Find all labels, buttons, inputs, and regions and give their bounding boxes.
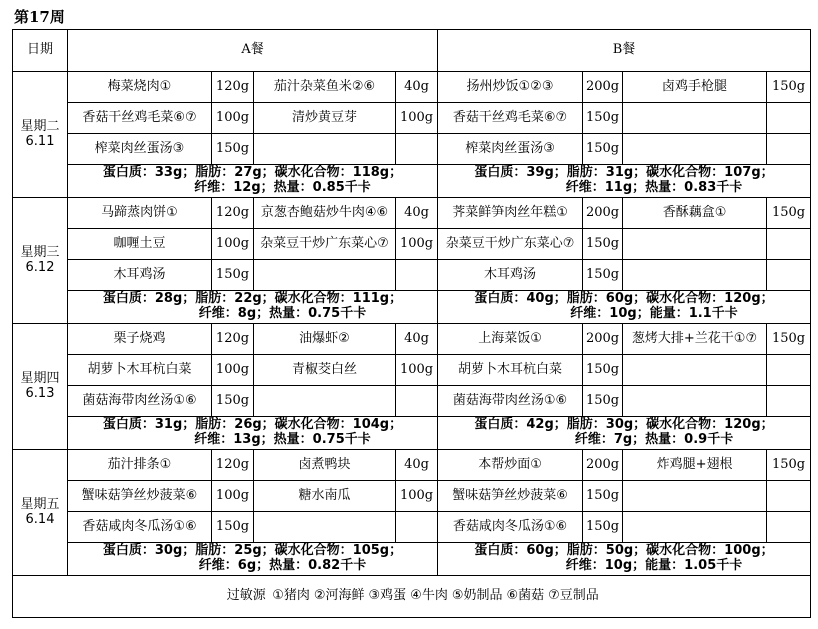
b-dish-quantity: 200g (583, 450, 623, 481)
a-dish-name: 榨菜肉丝蛋汤③ (68, 134, 212, 165)
a-dish-quantity (396, 512, 438, 543)
dish-row (13, 229, 811, 260)
b-dish-name: 木耳鸡汤 (438, 260, 583, 291)
a-dish-quantity: 120g (212, 324, 254, 355)
menu-table (12, 29, 811, 618)
a-dish-quantity: 100g (396, 481, 438, 512)
b-dish-name (623, 386, 767, 417)
dish-row (13, 72, 811, 103)
a-dish-quantity: 120g (212, 72, 254, 103)
b-meal-header: B餐 (438, 30, 811, 72)
a-dish-name: 蟹味菇笋丝炒菠菜⑥ (68, 481, 212, 512)
dish-row (13, 103, 811, 134)
a-dish-quantity: 100g (396, 103, 438, 134)
day-name: 星期二 (20, 118, 60, 134)
b-dish-name: 榨菜肉丝蛋汤③ (438, 134, 583, 165)
b-dish-quantity: 150g (767, 324, 811, 355)
b-dish-quantity (767, 229, 811, 260)
nutrition-row (13, 291, 811, 324)
dish-row (13, 134, 811, 165)
b-dish-name: 香菇咸肉冬瓜汤①⑥ (438, 512, 583, 543)
a-nutrition-cell (68, 417, 438, 450)
a-dish-name: 胡萝卜木耳杭白菜 (68, 355, 212, 386)
allergen-item: ④牛肉 (410, 588, 448, 604)
b-dish-quantity: 150g (767, 450, 811, 481)
dish-row (13, 355, 811, 386)
nutrition-line: 蛋白质：30g；脂肪：25g；碳水化合物：105g； (102, 543, 403, 559)
dish-row (13, 260, 811, 291)
nutrition-row (13, 165, 811, 198)
nutrition-line: 蛋白质：42g；脂肪：30g；碳水化合物：120g； (474, 417, 774, 433)
b-dish-name: 胡萝卜木耳杭白菜 (438, 355, 583, 386)
a-dish-name: 木耳鸡汤 (68, 260, 212, 291)
nutrition-line: 蛋白质：60g；脂肪：50g；碳水化合物：100g； (474, 543, 774, 559)
a-dish-quantity: 100g (212, 229, 254, 260)
a-nutrition-cell (68, 291, 438, 324)
dish-row (13, 512, 811, 543)
a-dish-name: 糖水南瓜 (254, 481, 396, 512)
a-dish-name: 栗子烧鸡 (68, 324, 212, 355)
a-dish-quantity: 100g (396, 355, 438, 386)
a-dish-quantity: 100g (396, 229, 438, 260)
day-date: 6.12 (25, 259, 55, 275)
week-title: 第17周 (14, 8, 65, 26)
nutrition-line: 蛋白质：40g；脂肪：60g；碳水化合物：120g； (474, 291, 774, 307)
a-dish-name: 香菇咸肉冬瓜汤①⑥ (68, 512, 212, 543)
b-dish-name: 菌菇海带肉丝汤①⑥ (438, 386, 583, 417)
b-dish-name: 蟹味菇笋丝炒菠菜⑥ (438, 481, 583, 512)
nutrition-line: 纤维：7g；热量：0.9千卡 (574, 432, 734, 447)
b-dish-name: 荠菜鲜笋肉丝年糕① (438, 198, 583, 229)
b-dish-quantity: 200g (583, 72, 623, 103)
a-dish-quantity: 120g (212, 198, 254, 229)
a-nutrition-cell (68, 165, 438, 198)
day-name: 星期五 (20, 496, 60, 512)
a-dish-quantity: 150g (212, 134, 254, 165)
b-dish-quantity: 150g (583, 481, 623, 512)
allergen-item: ①猪肉 (272, 588, 310, 604)
b-dish-quantity (767, 355, 811, 386)
b-dish-quantity: 150g (767, 72, 811, 103)
b-dish-name (623, 355, 767, 386)
a-dish-name: 茄汁杂菜鱼米②⑥ (254, 72, 396, 103)
day-date: 6.14 (25, 511, 55, 527)
b-dish-quantity: 150g (583, 260, 623, 291)
b-dish-name (623, 512, 767, 543)
a-meal-header: A餐 (68, 30, 438, 72)
b-dish-name: 香酥藕盒① (623, 198, 767, 229)
day-cell (13, 450, 68, 576)
a-dish-quantity: 100g (212, 103, 254, 134)
nutrition-line: 纤维：13g；热量：0.75千卡 (194, 432, 371, 447)
b-dish-name: 上海菜饭① (438, 324, 583, 355)
a-dish-quantity: 150g (212, 512, 254, 543)
allergen-item: ⑦豆制品 (548, 588, 599, 604)
a-dish-name: 卤煮鸭块 (254, 450, 396, 481)
b-nutrition-cell (438, 417, 811, 450)
a-dish-name (254, 386, 396, 417)
dish-row (13, 450, 811, 481)
allergen-item: ③鸡蛋 (368, 588, 407, 604)
a-dish-quantity: 40g (396, 324, 438, 355)
nutrition-line: 纤维：11g；热量：0.83千卡 (565, 180, 743, 195)
b-dish-name: 炸鸡腿+翅根 (623, 450, 767, 481)
a-dish-name: 清炒黄豆芽 (254, 103, 396, 134)
a-dish-quantity: 100g (212, 481, 254, 512)
b-dish-quantity (767, 481, 811, 512)
b-nutrition-cell (438, 165, 811, 198)
day-date: 6.13 (25, 385, 55, 401)
b-nutrition-cell (438, 543, 811, 576)
a-dish-name: 茄汁排条① (68, 450, 212, 481)
day-name: 星期四 (20, 370, 60, 386)
a-dish-name: 香菇干丝鸡毛菜⑥⑦ (68, 103, 212, 134)
dish-row (13, 386, 811, 417)
a-dish-quantity: 150g (212, 260, 254, 291)
dish-row (13, 198, 811, 229)
nutrition-row (13, 417, 811, 450)
header-row (13, 30, 811, 72)
day-cell (13, 324, 68, 450)
a-dish-quantity: 40g (396, 450, 438, 481)
b-dish-quantity (767, 386, 811, 417)
nutrition-line: 纤维：6g；热量：0.82千卡 (198, 558, 367, 573)
a-dish-name: 杂菜豆干炒广东菜心⑦ (254, 229, 396, 260)
b-dish-name: 杂菜豆干炒广东菜心⑦ (438, 229, 583, 260)
a-nutrition-cell (68, 543, 438, 576)
nutrition-row (13, 543, 811, 576)
day-name: 星期三 (20, 244, 60, 260)
nutrition-line: 纤维：12g；热量：0.85千卡 (194, 180, 371, 195)
b-dish-name (623, 481, 767, 512)
nutrition-line: 蛋白质：39g；脂肪：31g；碳水化合物：107g； (474, 165, 774, 181)
b-dish-quantity: 200g (583, 198, 623, 229)
dish-row (13, 324, 811, 355)
day-cell (13, 72, 68, 198)
a-dish-name: 菌菇海带肉丝汤①⑥ (68, 386, 212, 417)
b-dish-name (623, 260, 767, 291)
a-dish-name: 油爆虾② (254, 324, 396, 355)
b-dish-quantity (767, 134, 811, 165)
b-dish-quantity: 150g (767, 198, 811, 229)
a-dish-name (254, 134, 396, 165)
b-dish-quantity: 150g (583, 229, 623, 260)
date-header: 日期 (13, 30, 68, 72)
b-nutrition-cell (438, 291, 811, 324)
allergen-item: ②河海鲜 (313, 588, 365, 604)
a-dish-quantity (396, 260, 438, 291)
b-dish-quantity: 150g (583, 355, 623, 386)
b-dish-quantity: 150g (583, 386, 623, 417)
b-dish-quantity: 150g (583, 512, 623, 543)
allergy-cell (13, 576, 811, 618)
a-dish-quantity: 120g (212, 450, 254, 481)
nutrition-line: 蛋白质：28g；脂肪：22g；碳水化合物：111g； (102, 291, 403, 307)
nutrition-line: 纤维：10g；能量：1.05千卡 (565, 558, 743, 573)
day-cell (13, 198, 68, 324)
a-dish-quantity: 40g (396, 198, 438, 229)
a-dish-quantity (396, 134, 438, 165)
b-dish-quantity: 200g (583, 324, 623, 355)
a-dish-quantity: 100g (212, 355, 254, 386)
allergen-item: ⑤奶制品 (451, 588, 503, 604)
allergy-row (13, 576, 811, 618)
b-dish-name: 卤鸡手枪腿 (623, 72, 767, 103)
allergy-label: 过敏源 (226, 588, 266, 604)
a-dish-name: 咖喱土豆 (68, 229, 212, 260)
b-dish-quantity: 150g (583, 103, 623, 134)
day-date: 6.11 (25, 133, 55, 149)
a-dish-name: 京葱杏鲍菇炒牛肉④⑥ (254, 198, 396, 229)
nutrition-line: 蛋白质：33g；脂肪：27g；碳水化合物：118g； (102, 165, 403, 181)
nutrition-line: 纤维：10g；能量：1.1千卡 (570, 306, 738, 321)
a-dish-name: 马蹄蒸肉饼① (68, 198, 212, 229)
b-dish-name: 香菇干丝鸡毛菜⑥⑦ (438, 103, 583, 134)
a-dish-name (254, 512, 396, 543)
b-dish-name (623, 229, 767, 260)
b-dish-name: 葱烤大排+兰花干①⑦ (623, 324, 767, 355)
b-dish-name: 扬州炒饭①②③ (438, 72, 583, 103)
a-dish-quantity: 150g (212, 386, 254, 417)
b-dish-quantity (767, 103, 811, 134)
dish-row (13, 481, 811, 512)
a-dish-name: 梅菜烧肉① (68, 72, 212, 103)
b-dish-name (623, 103, 767, 134)
b-dish-quantity (767, 512, 811, 543)
b-dish-name (623, 134, 767, 165)
a-dish-name: 青椒茭白丝 (254, 355, 396, 386)
nutrition-line: 蛋白质：31g；脂肪：26g；碳水化合物：104g； (102, 417, 403, 433)
allergen-item: ⑥菌菇 (506, 588, 545, 604)
b-dish-name: 本帮炒面① (438, 450, 583, 481)
b-dish-quantity: 150g (583, 134, 623, 165)
a-dish-name (254, 260, 396, 291)
a-dish-quantity (396, 386, 438, 417)
b-dish-quantity (767, 260, 811, 291)
a-dish-quantity: 40g (396, 72, 438, 103)
nutrition-line: 纤维：8g；热量：0.75千卡 (198, 306, 367, 321)
